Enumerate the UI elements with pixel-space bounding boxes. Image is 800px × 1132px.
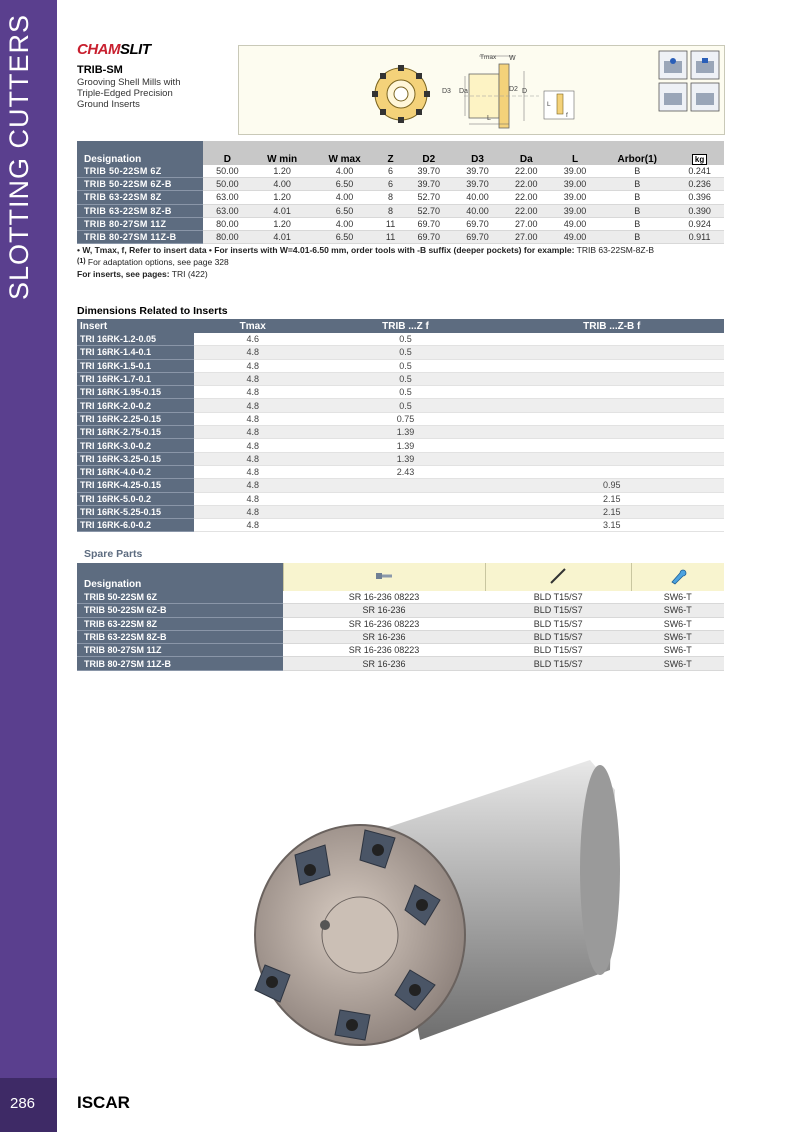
main-cell: 39.00: [551, 204, 600, 217]
main-cell: 22.00: [502, 178, 551, 191]
dim-row: [77, 346, 724, 359]
main-cell: 4.00: [312, 165, 376, 178]
dim-col-f-zb: TRIB ...Z-B f: [500, 319, 724, 333]
dimensions-table: [77, 319, 724, 532]
dim-cell: [500, 386, 724, 399]
main-cell: 4.01: [252, 230, 313, 243]
main-cell: 6.50: [312, 204, 376, 217]
dim-cell: 0.5: [311, 399, 499, 412]
main-cell: B: [599, 230, 675, 243]
spare-row: [77, 630, 724, 643]
spare-cell: SW6-T: [631, 591, 724, 604]
spare-header-row: [77, 563, 724, 591]
main-cell: 50.00: [203, 165, 252, 178]
main-cell: 11: [377, 217, 405, 230]
svg-text:D: D: [522, 88, 528, 95]
main-cell: 52.70: [404, 204, 453, 217]
dim-designation-cell: TRI 16RK-1.95-0.15: [77, 386, 194, 399]
dim-cell: [500, 399, 724, 412]
dim-cell: 0.5: [311, 346, 499, 359]
main-cell: 49.00: [551, 217, 600, 230]
spare-parts-title: Spare Parts: [84, 548, 143, 560]
col-arbor: Arbor(1): [599, 141, 675, 165]
dim-cell: 3.15: [500, 519, 724, 532]
dim-cell: [500, 439, 724, 452]
note-1c: TRIB 63-22SM-8Z-B: [574, 245, 655, 255]
svg-text:D2: D2: [509, 86, 518, 93]
main-designation-cell: TRIB 80-27SM 11Z: [77, 217, 203, 230]
dim-row: [77, 452, 724, 465]
main-designation-cell: TRIB 63-22SM 8Z: [77, 191, 203, 204]
dim-cell: 4.8: [194, 359, 311, 372]
note-3b: TRI (422): [169, 269, 208, 279]
dim-designation-cell: TRI 16RK-3.0-0.2: [77, 439, 194, 452]
spare-row: [77, 644, 724, 657]
screw-icon: [374, 567, 394, 585]
main-data-table: [77, 141, 724, 244]
col-wmin: W min: [252, 141, 313, 165]
main-row: [77, 217, 724, 230]
spare-cell: SW6-T: [631, 630, 724, 643]
dim-cell: 4.8: [194, 479, 311, 492]
main-cell: 27.00: [502, 230, 551, 243]
cutter-drawing: [239, 46, 724, 134]
spare-designation-cell: TRIB 80-27SM 11Z: [77, 644, 283, 657]
brand-logo-a: CHAM: [77, 41, 120, 58]
main-cell: B: [599, 165, 675, 178]
note-1b: • For inserts with W=4.01-6.50 mm, order tools with -B suffix (deeper pockets) for example:: [206, 245, 575, 255]
dim-row: [77, 492, 724, 505]
dim-designation-cell: TRI 16RK-5.0-0.2: [77, 492, 194, 505]
dim-cell: 4.8: [194, 452, 311, 465]
spare-cell: BLD T15/S7: [485, 604, 631, 617]
dim-cell: 0.5: [311, 372, 499, 385]
dim-cell: 2.15: [500, 505, 724, 518]
main-cell: 11: [377, 230, 405, 243]
main-cell: 1.20: [252, 165, 313, 178]
main-cell: 80.00: [203, 217, 252, 230]
dim-cell: [500, 372, 724, 385]
spare-cell: BLD T15/S7: [485, 644, 631, 657]
spare-cell: SW6-T: [631, 644, 724, 657]
dim-row: [77, 465, 724, 478]
dim-cell: 0.5: [311, 359, 499, 372]
note-line-3: [77, 268, 727, 280]
technical-diagram: [238, 45, 725, 135]
brand-logo: [77, 41, 151, 58]
product-photo: [200, 720, 630, 1060]
dim-cell: 4.8: [194, 412, 311, 425]
dim-cell: 0.75: [311, 412, 499, 425]
wrench-icon: [668, 567, 688, 585]
main-cell: 0.924: [675, 217, 724, 230]
dim-designation-cell: TRI 16RK-1.7-0.1: [77, 372, 194, 385]
dim-cell: [500, 359, 724, 372]
main-cell: 63.00: [203, 204, 252, 217]
dim-cell: [500, 346, 724, 359]
svg-text:W: W: [509, 55, 516, 62]
svg-text:D3: D3: [442, 88, 451, 95]
main-cell: 39.70: [453, 178, 502, 191]
main-designation-cell: TRIB 50-22SM 6Z-B: [77, 178, 203, 191]
main-cell: 6: [377, 165, 405, 178]
main-cell: 4.00: [312, 191, 376, 204]
col-d: D: [203, 141, 252, 165]
dim-designation-cell: TRI 16RK-5.25-0.15: [77, 505, 194, 518]
col-z: Z: [377, 141, 405, 165]
main-row: [77, 178, 724, 191]
main-cell: 22.00: [502, 204, 551, 217]
main-cell: 1.20: [252, 191, 313, 204]
main-cell: 8: [377, 204, 405, 217]
spare-designation-cell: TRIB 80-27SM 11Z-B: [77, 657, 283, 670]
spare-designation-cell: TRIB 50-22SM 6Z: [77, 591, 283, 604]
dim-designation-cell: TRI 16RK-1.5-0.1: [77, 359, 194, 372]
dim-row: [77, 439, 724, 452]
dim-cell: 4.8: [194, 505, 311, 518]
main-cell: 39.00: [551, 191, 600, 204]
dim-designation-cell: TRI 16RK-4.25-0.15: [77, 479, 194, 492]
col-d3: D3: [453, 141, 502, 165]
main-cell: 22.00: [502, 165, 551, 178]
svg-text:L: L: [487, 115, 491, 122]
main-designation-cell: TRIB 63-22SM 8Z-B: [77, 204, 203, 217]
dim-cell: 2.43: [311, 465, 499, 478]
main-cell: 52.70: [404, 191, 453, 204]
main-row: [77, 230, 724, 243]
brand-logo-b: SLIT: [120, 41, 151, 58]
dim-cell: [500, 333, 724, 346]
spare-col-wrench: [631, 563, 724, 591]
dim-row: [77, 359, 724, 372]
spare-cell: SW6-T: [631, 617, 724, 630]
spare-cell: SR 16-236: [283, 630, 485, 643]
spare-designation-cell: TRIB 50-22SM 6Z-B: [77, 604, 283, 617]
product-title: TRIB-SM: [77, 64, 123, 76]
spare-designation-cell: TRIB 63-22SM 8Z: [77, 617, 283, 630]
main-cell: 69.70: [453, 230, 502, 243]
spare-cell: SR 16-236 08223: [283, 617, 485, 630]
main-designation-cell: TRIB 80-27SM 11Z-B: [77, 230, 203, 243]
dim-cell: 1.39: [311, 426, 499, 439]
main-cell: 6.50: [312, 230, 376, 243]
spare-cell: SR 16-236: [283, 604, 485, 617]
spare-cell: SR 16-236: [283, 657, 485, 670]
note-2-sup: (1): [77, 258, 86, 265]
main-cell: 0.911: [675, 230, 724, 243]
dim-row: [77, 412, 724, 425]
dim-row: [77, 426, 724, 439]
spare-cell: BLD T15/S7: [485, 591, 631, 604]
dim-cell: 0.5: [311, 333, 499, 346]
dim-cell: 4.8: [194, 439, 311, 452]
main-cell: 0.241: [675, 165, 724, 178]
dim-cell: 0.95: [500, 479, 724, 492]
dim-cell: [500, 452, 724, 465]
dim-designation-cell: TRI 16RK-3.25-0.15: [77, 452, 194, 465]
main-cell: 6.50: [312, 178, 376, 191]
main-cell: 80.00: [203, 230, 252, 243]
main-cell: 6: [377, 178, 405, 191]
dim-cell: 4.8: [194, 372, 311, 385]
main-cell: 0.390: [675, 204, 724, 217]
spare-cell: BLD T15/S7: [485, 617, 631, 630]
dimensions-title: Dimensions Related to Inserts: [77, 305, 228, 317]
dim-cell: 4.8: [194, 399, 311, 412]
main-cell: 4.00: [252, 178, 313, 191]
dim-cell: 0.5: [311, 386, 499, 399]
col-d2: D2: [404, 141, 453, 165]
dim-cell: [500, 412, 724, 425]
dim-header-row: [77, 319, 724, 333]
note-3a: For inserts, see pages:: [77, 269, 170, 279]
dim-row: [77, 519, 724, 532]
main-designation-cell: TRIB 50-22SM 6Z: [77, 165, 203, 178]
dim-cell: 4.8: [194, 346, 311, 359]
svg-text:f: f: [566, 112, 568, 119]
page-number: 286: [10, 1095, 36, 1112]
main-cell: B: [599, 204, 675, 217]
main-cell: 40.00: [453, 204, 502, 217]
svg-text:Da: Da: [459, 88, 468, 95]
main-cell: 39.70: [453, 165, 502, 178]
svg-text:Tmax: Tmax: [480, 54, 497, 61]
dim-row: [77, 372, 724, 385]
main-row: [77, 191, 724, 204]
dim-designation-cell: TRI 16RK-4.0-0.2: [77, 465, 194, 478]
weight-icon: kg: [692, 154, 707, 165]
main-cell: 69.70: [453, 217, 502, 230]
spare-row: [77, 591, 724, 604]
main-row: [77, 165, 724, 178]
main-cell: B: [599, 191, 675, 204]
dim-row: [77, 479, 724, 492]
main-cell: 39.00: [551, 165, 600, 178]
spare-cell: SW6-T: [631, 657, 724, 670]
dim-designation-cell: TRI 16RK-2.25-0.15: [77, 412, 194, 425]
dim-designation-cell: TRI 16RK-2.75-0.15: [77, 426, 194, 439]
main-cell: 69.70: [404, 217, 453, 230]
dim-cell: 1.39: [311, 452, 499, 465]
spare-row: [77, 657, 724, 670]
dim-cell: 1.39: [311, 439, 499, 452]
dim-cell: [500, 426, 724, 439]
main-cell: B: [599, 217, 675, 230]
main-cell: 39.00: [551, 178, 600, 191]
main-cell: 1.20: [252, 217, 313, 230]
dim-cell: 2.15: [500, 492, 724, 505]
main-cell: 63.00: [203, 191, 252, 204]
dim-designation-cell: TRI 16RK-6.0-0.2: [77, 519, 194, 532]
main-cell: 69.70: [404, 230, 453, 243]
col-da: Da: [502, 141, 551, 165]
dim-designation-cell: TRI 16RK-1.4-0.1: [77, 346, 194, 359]
dim-cell: [500, 465, 724, 478]
main-row: [77, 204, 724, 217]
main-cell: 8: [377, 191, 405, 204]
main-cell: 50.00: [203, 178, 252, 191]
dim-row: [77, 399, 724, 412]
note-1a: • W, Tmax, f, Refer to insert data: [77, 245, 207, 255]
main-cell: B: [599, 178, 675, 191]
table-header-row: [77, 141, 724, 165]
dim-designation-cell: TRI 16RK-1.2-0.05: [77, 333, 194, 346]
col-wmax: W max: [312, 141, 376, 165]
dim-col-f-z: TRIB ...Z f: [311, 319, 499, 333]
col-designation: Designation: [77, 141, 203, 165]
spare-col-screw: [283, 563, 485, 591]
main-cell: 49.00: [551, 230, 600, 243]
dim-row: [77, 386, 724, 399]
dim-col-tmax: Tmax: [194, 319, 311, 333]
svg-text:L: L: [547, 101, 551, 108]
section-title: SLOTTING CUTTERS: [4, 13, 34, 300]
product-description: Grooving Shell Mills with Triple-Edged Precision Ground Inserts: [77, 77, 181, 110]
table-notes: [77, 244, 727, 280]
dim-cell: [311, 519, 499, 532]
note-line-1: [77, 244, 727, 256]
dim-cell: 4.8: [194, 519, 311, 532]
spare-cell: SR 16-236 08223: [283, 591, 485, 604]
dim-cell: 4.8: [194, 386, 311, 399]
main-cell: 39.70: [404, 178, 453, 191]
spare-col-key: [485, 563, 631, 591]
spare-row: [77, 617, 724, 630]
spare-row: [77, 604, 724, 617]
key-icon: [548, 567, 568, 585]
spare-cell: SW6-T: [631, 604, 724, 617]
cutter-photo-illustration: [200, 720, 630, 1060]
dim-row: [77, 333, 724, 346]
dim-cell: 4.6: [194, 333, 311, 346]
main-cell: 40.00: [453, 191, 502, 204]
main-cell: 4.00: [312, 217, 376, 230]
spare-parts-table: [77, 563, 724, 671]
dim-cell: [311, 505, 499, 518]
main-cell: 22.00: [502, 191, 551, 204]
col-weight: [675, 141, 724, 165]
dim-row: [77, 505, 724, 518]
col-l: L: [551, 141, 600, 165]
dim-designation-cell: TRI 16RK-2.0-0.2: [77, 399, 194, 412]
note-2: For adaptation options, see page 328: [85, 257, 229, 267]
dim-cell: [311, 479, 499, 492]
dim-cell: 4.8: [194, 426, 311, 439]
spare-col-designation: Designation: [77, 563, 283, 591]
main-cell: 4.01: [252, 204, 313, 217]
spare-cell: BLD T15/S7: [485, 630, 631, 643]
footer-brand: ISCAR: [77, 1093, 130, 1112]
main-cell: 39.70: [404, 165, 453, 178]
dim-cell: [311, 492, 499, 505]
dim-cell: 4.8: [194, 465, 311, 478]
dim-col-insert: Insert: [77, 319, 194, 333]
main-cell: 27.00: [502, 217, 551, 230]
spare-cell: BLD T15/S7: [485, 657, 631, 670]
note-line-2: [77, 256, 727, 268]
spare-cell: SR 16-236 08223: [283, 644, 485, 657]
main-cell: 0.396: [675, 191, 724, 204]
spare-designation-cell: TRIB 63-22SM 8Z-B: [77, 630, 283, 643]
main-cell: 0.236: [675, 178, 724, 191]
dim-cell: 4.8: [194, 492, 311, 505]
